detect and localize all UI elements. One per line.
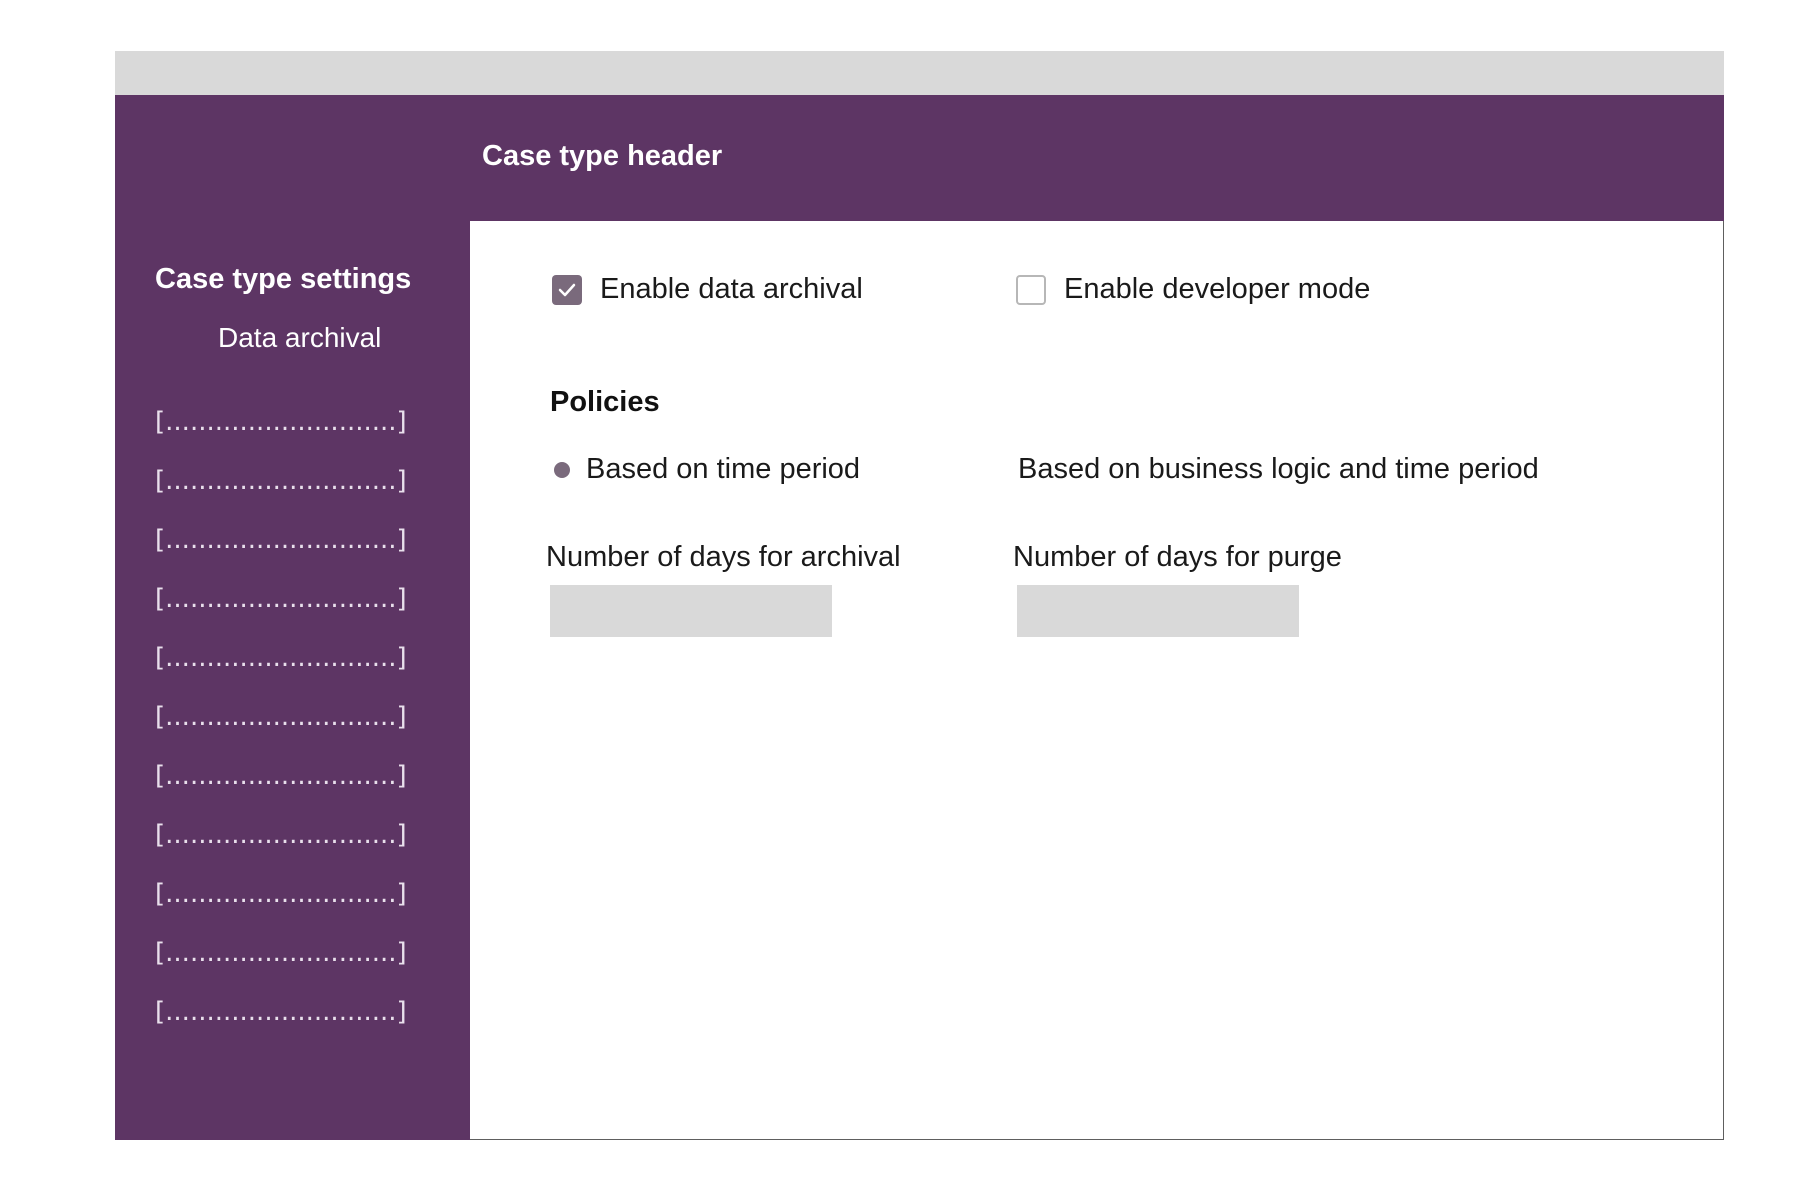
purge-days-label: Number of days for purge (1013, 541, 1342, 573)
sidebar-item-placeholder[interactable]: [............................] (155, 466, 407, 496)
sidebar-item-placeholder[interactable]: [............................] (155, 820, 407, 850)
enable-developer-mode-option[interactable] (1016, 273, 1370, 306)
sidebar-item-placeholder[interactable]: [............................] (155, 702, 407, 732)
enable-developer-mode-label: Enable developer mode (1064, 273, 1371, 305)
sidebar-item-placeholder[interactable]: [............................] (155, 938, 407, 968)
sidebar-item-placeholder[interactable]: [............................] (155, 879, 407, 909)
policy-business-logic-label: Based on business logic and time period (1018, 453, 1539, 485)
sidebar-title: Case type settings (155, 263, 412, 295)
policies-heading: Policies (550, 386, 660, 418)
settings-content (471, 221, 1723, 1139)
case-type-header (115, 95, 1724, 221)
policy-time-period-label: Based on time period (586, 453, 861, 485)
top-bar (115, 51, 1724, 95)
policy-business-logic-option[interactable] (1018, 453, 1539, 486)
policy-time-period-option[interactable] (554, 453, 860, 486)
sidebar-item-placeholder[interactable]: [............................] (155, 761, 407, 791)
sidebar-item-placeholder[interactable]: [............................] (155, 643, 407, 673)
checkmark-icon (558, 283, 576, 297)
sidebar-item-placeholder[interactable]: [............................] (155, 997, 407, 1027)
sidebar-item-placeholder[interactable]: [............................] (155, 407, 407, 437)
sidebar (115, 221, 470, 1140)
enable-developer-mode-checkbox[interactable] (1016, 275, 1046, 305)
enable-data-archival-label: Enable data archival (600, 273, 863, 305)
archival-days-label: Number of days for archival (546, 541, 901, 573)
sidebar-item-placeholder[interactable]: [............................] (155, 584, 407, 614)
enable-data-archival-option[interactable] (552, 273, 863, 306)
radio-selected-dot[interactable] (554, 462, 570, 478)
app-window (115, 51, 1724, 1140)
archival-days-input[interactable] (550, 585, 832, 637)
sidebar-list (155, 407, 407, 1056)
enable-data-archival-checkbox[interactable] (552, 275, 582, 305)
header-title: Case type header (482, 140, 723, 172)
sidebar-item-placeholder[interactable]: [............................] (155, 525, 407, 555)
sidebar-item-data-archival[interactable]: Data archival (218, 322, 382, 353)
purge-days-input[interactable] (1017, 585, 1299, 637)
